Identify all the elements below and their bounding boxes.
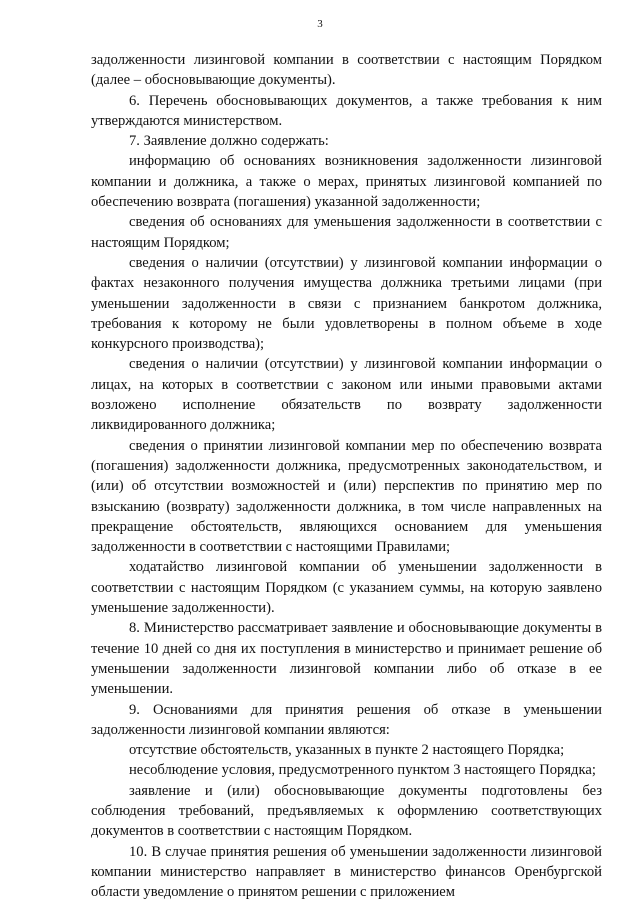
paragraph-item-9: 9. Основаниями для принятия решения об отказе в уменьшении задолженности лизинговой компании являются:: [91, 701, 602, 738]
paragraph-item-8: 8. Министерство рассматривает заявление и обосновывающие документы в течение 10 дней со дня их поступления в министерство и принимает решение об уменьшении задолженности лизинговой компании либо об отказе в ее уменьшении.: [91, 620, 602, 698]
paragraph-item-9-sub-1: отсутствие обстоятельств, указанных в пункте 2 настоящего Порядка;: [129, 742, 565, 759]
paragraph-continuation: задолженности лизинговой компании в соответствии с настоящим Порядком (далее – обосновывающие документы).: [91, 52, 602, 89]
paragraph-item-9-sub-3: заявление и (или) обосновывающие документы подготовлены без соблюдения требований, предъявляемых к оформлению соответствующих документов в соответствии с настоящим Порядком.: [91, 782, 602, 840]
paragraph-item-7-sub-1: информацию об основаниях возникновения задолженности лизинговой компании и должника, а также о мерах, принятых лизинговой компанией по обеспечению возврата (погашения) указанной задолженности;: [91, 153, 602, 211]
paragraph-item-6: 6. Перечень обосновывающих документов, а также требования к ним утверждаются министерством.: [91, 92, 602, 129]
paragraph-item-7: 7. Заявление должно содержать:: [129, 133, 329, 150]
paragraph-item-9-sub-2: несоблюдение условия, предусмотренного пунктом 3 настоящего Порядка;: [129, 762, 596, 779]
paragraph-item-10: 10. В случае принятия решения об уменьшении задолженности лизинговой компании министерство направляет в министерство финансов Оренбургской области уведомление о принятом решении с приложением: [91, 843, 602, 901]
paragraph-item-7-sub-6: ходатайство лизинговой компании об уменьшении задолженности в соответствии с настоящим Порядком (с указанием суммы, на которую заявлено уменьшение задолженности).: [91, 559, 602, 617]
document-body: [91, 50, 602, 902]
paragraph-item-7-sub-5: сведения о принятии лизинговой компании мер по обеспечению возврата (погашения) задолженности должника, предусмотренных законодательством, и (или) об отсутствии возможностей и (или) перспектив по принятию мер по взысканию (возврату) задолженности должника, в том числе направленных на прекращение обстоятельств, являющихся основанием для уменьшения задолженности в соответствии с настоящими Правилами;: [91, 437, 602, 556]
paragraph-item-7-sub-2: сведения об основаниях для уменьшения задолженности в соответствии с настоящим Порядком;: [91, 214, 602, 251]
paragraph-item-7-sub-4: сведения о наличии (отсутствии) у лизинговой компании информации о лицах, на которых в соответствии с законом или иными правовыми актами возложено исполнение обязательств по возврату задолженности ликвидированного должника;: [91, 356, 602, 434]
page-number: 3: [317, 18, 323, 30]
paragraph-item-7-sub-3: сведения о наличии (отсутствии) у лизинговой компании информации о фактах незаконного получения имущества должника третьими лицами (при уменьшении задолженности в связи с признанием банкротом должника, требования к которому не были удовлетворены в полном объеме в ходе конкурсного производства);: [91, 254, 602, 353]
